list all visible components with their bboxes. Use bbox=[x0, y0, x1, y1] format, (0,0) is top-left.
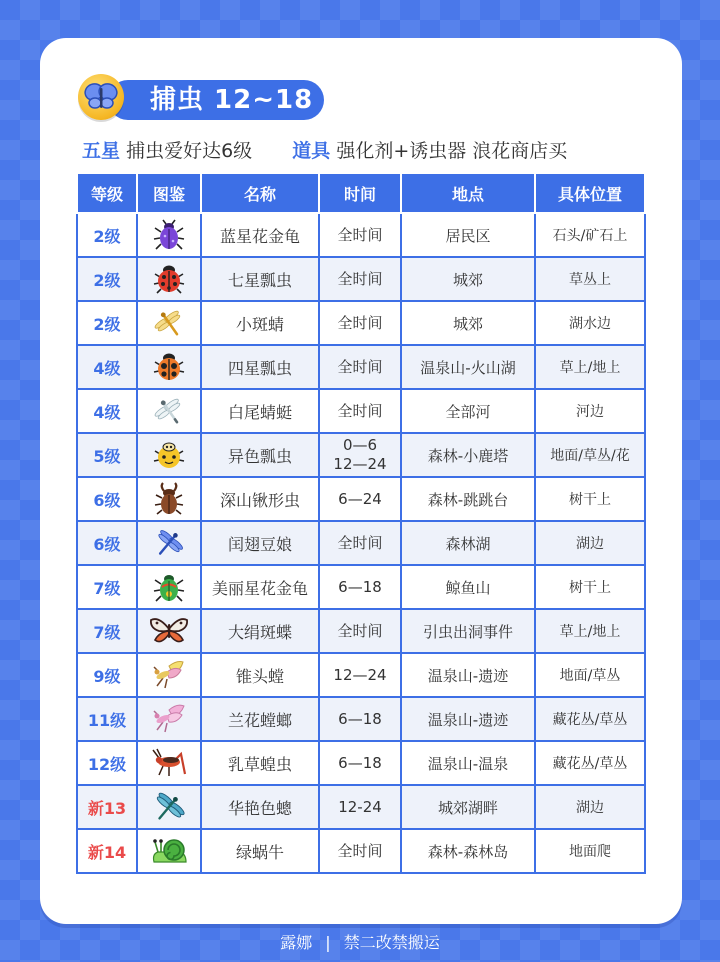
row-position: 河边 bbox=[535, 389, 645, 433]
teal-damselfly-icon bbox=[151, 789, 187, 825]
footer-notice: 禁二改禁搬运 bbox=[343, 933, 440, 952]
row-level: 2级 bbox=[77, 301, 137, 345]
row-time: 全时间 bbox=[319, 829, 401, 873]
purple-beetle-icon bbox=[152, 218, 186, 252]
snail-icon bbox=[150, 834, 188, 868]
row-position: 藏花丛/草丛 bbox=[535, 697, 645, 741]
row-time: 全时间 bbox=[319, 389, 401, 433]
row-place: 温泉山-遗迹 bbox=[401, 697, 535, 741]
row-position: 湖水边 bbox=[535, 301, 645, 345]
row-name: 小斑蜻 bbox=[201, 301, 319, 345]
row-time: 全时间 bbox=[319, 521, 401, 565]
header-position: 具体位置 bbox=[535, 173, 645, 213]
row-level: 9级 bbox=[77, 653, 137, 697]
butterfly-badge-icon bbox=[78, 74, 124, 120]
row-place: 引虫出洞事件 bbox=[401, 609, 535, 653]
row-level: 11级 bbox=[77, 697, 137, 741]
row-place: 温泉山-遗迹 bbox=[401, 653, 535, 697]
row-position: 草上/地上 bbox=[535, 345, 645, 389]
row-level: 2级 bbox=[77, 257, 137, 301]
row-time: 6—18 bbox=[319, 697, 401, 741]
row-name: 华艳色蟌 bbox=[201, 785, 319, 829]
row-place: 城郊 bbox=[401, 301, 535, 345]
page-title: 捕虫 12~18 bbox=[108, 80, 324, 120]
table-row bbox=[77, 433, 645, 477]
yellow-mantis-icon bbox=[151, 658, 187, 692]
guide-card bbox=[40, 38, 682, 924]
table-row bbox=[77, 697, 645, 741]
header-time: 时间 bbox=[319, 173, 401, 213]
row-position: 湖边 bbox=[535, 785, 645, 829]
row-time: 6—18 bbox=[319, 741, 401, 785]
row-level: 4级 bbox=[77, 389, 137, 433]
row-name: 异色瓢虫 bbox=[201, 433, 319, 477]
footer bbox=[0, 930, 720, 953]
table-row bbox=[77, 653, 645, 697]
five-star-value: 捕虫爱好达6级 bbox=[126, 140, 253, 162]
row-name: 大绢斑蝶 bbox=[201, 609, 319, 653]
header-name: 名称 bbox=[201, 173, 319, 213]
row-place: 鲸鱼山 bbox=[401, 565, 535, 609]
footer-separator: | bbox=[325, 933, 331, 952]
table-row bbox=[77, 345, 645, 389]
yellow-dragonfly-icon bbox=[152, 306, 186, 340]
row-time: 6—18 bbox=[319, 565, 401, 609]
row-name: 乳草蝗虫 bbox=[201, 741, 319, 785]
row-time: 全时间 bbox=[319, 213, 401, 257]
table-row bbox=[77, 829, 645, 873]
table-row bbox=[77, 741, 645, 785]
row-name: 兰花螳螂 bbox=[201, 697, 319, 741]
row-position: 草丛上 bbox=[535, 257, 645, 301]
stag-beetle-icon bbox=[152, 482, 186, 516]
row-name: 七星瓢虫 bbox=[201, 257, 319, 301]
table-header bbox=[77, 173, 645, 213]
row-name: 深山锹形虫 bbox=[201, 477, 319, 521]
table-row bbox=[77, 565, 645, 609]
row-level: 12级 bbox=[77, 741, 137, 785]
blue-damselfly-icon bbox=[152, 526, 186, 560]
white-dragonfly-icon bbox=[152, 394, 186, 428]
row-place: 温泉山-火山湖 bbox=[401, 345, 535, 389]
row-place: 森林-跳跳台 bbox=[401, 477, 535, 521]
row-place: 森林-森林岛 bbox=[401, 829, 535, 873]
row-level: 5级 bbox=[77, 433, 137, 477]
five-star-label: 五星 bbox=[82, 140, 121, 162]
subtitle bbox=[82, 136, 567, 163]
yellow-ladybug-icon bbox=[152, 438, 186, 472]
table-row bbox=[77, 785, 645, 829]
row-place: 城郊 bbox=[401, 257, 535, 301]
row-place: 居民区 bbox=[401, 213, 535, 257]
row-name: 绿蜗牛 bbox=[201, 829, 319, 873]
table-row bbox=[77, 609, 645, 653]
header-icon: 图鉴 bbox=[137, 173, 201, 213]
orange-ladybug-icon bbox=[152, 350, 186, 384]
row-place: 森林-小鹿塔 bbox=[401, 433, 535, 477]
table-row bbox=[77, 389, 645, 433]
row-position: 藏花丛/草丛 bbox=[535, 741, 645, 785]
row-level: 6级 bbox=[77, 521, 137, 565]
tool-label: 道具 bbox=[292, 140, 331, 162]
row-level: 6级 bbox=[77, 477, 137, 521]
row-level: 7级 bbox=[77, 609, 137, 653]
row-level: 新13 bbox=[77, 785, 137, 829]
footer-author: 露娜 bbox=[280, 933, 313, 952]
row-time-2: 12—24 bbox=[333, 455, 387, 473]
row-position: 草上/地上 bbox=[535, 609, 645, 653]
row-place: 森林湖 bbox=[401, 521, 535, 565]
row-name: 蓝星花金龟 bbox=[201, 213, 319, 257]
row-time: 全时间 bbox=[319, 609, 401, 653]
row-position: 湖边 bbox=[535, 521, 645, 565]
pink-mantis-icon bbox=[151, 702, 187, 736]
ladybug-icon bbox=[152, 262, 186, 296]
row-time: 12—24 bbox=[319, 653, 401, 697]
row-name: 锥头螳 bbox=[201, 653, 319, 697]
grasshopper-icon bbox=[151, 746, 187, 780]
row-level: 4级 bbox=[77, 345, 137, 389]
row-place: 城郊湖畔 bbox=[401, 785, 535, 829]
row-time: 6—24 bbox=[319, 477, 401, 521]
table-row bbox=[77, 257, 645, 301]
tool-value: 强化剂+诱虫器 浪花商店买 bbox=[336, 140, 568, 162]
row-name: 四星瓢虫 bbox=[201, 345, 319, 389]
row-position: 树干上 bbox=[535, 477, 645, 521]
row-level: 新14 bbox=[77, 829, 137, 873]
row-place: 温泉山-温泉 bbox=[401, 741, 535, 785]
bug-table bbox=[76, 172, 646, 874]
row-name: 闰翅豆娘 bbox=[201, 521, 319, 565]
row-name: 白尾蜻蜓 bbox=[201, 389, 319, 433]
row-position: 地面爬 bbox=[535, 829, 645, 873]
table-row bbox=[77, 301, 645, 345]
row-time: 12-24 bbox=[319, 785, 401, 829]
row-level: 7级 bbox=[77, 565, 137, 609]
row-position: 地面/草丛 bbox=[535, 653, 645, 697]
row-position: 地面/草丛/花 bbox=[535, 433, 645, 477]
header-place: 地点 bbox=[401, 173, 535, 213]
row-time: 0—6 bbox=[342, 436, 378, 454]
row-time: 全时间 bbox=[319, 301, 401, 345]
row-time: 全时间 bbox=[319, 345, 401, 389]
row-name: 美丽星花金龟 bbox=[201, 565, 319, 609]
butterfly-icon bbox=[149, 614, 189, 648]
header-level: 等级 bbox=[77, 173, 137, 213]
row-place: 全部河 bbox=[401, 389, 535, 433]
table-row bbox=[77, 477, 645, 521]
row-position: 树干上 bbox=[535, 565, 645, 609]
row-time: 全时间 bbox=[319, 257, 401, 301]
row-level: 2级 bbox=[77, 213, 137, 257]
row-position: 石头/矿石上 bbox=[535, 213, 645, 257]
green-beetle-icon bbox=[152, 570, 186, 604]
table-row bbox=[77, 521, 645, 565]
table-row bbox=[77, 213, 645, 257]
